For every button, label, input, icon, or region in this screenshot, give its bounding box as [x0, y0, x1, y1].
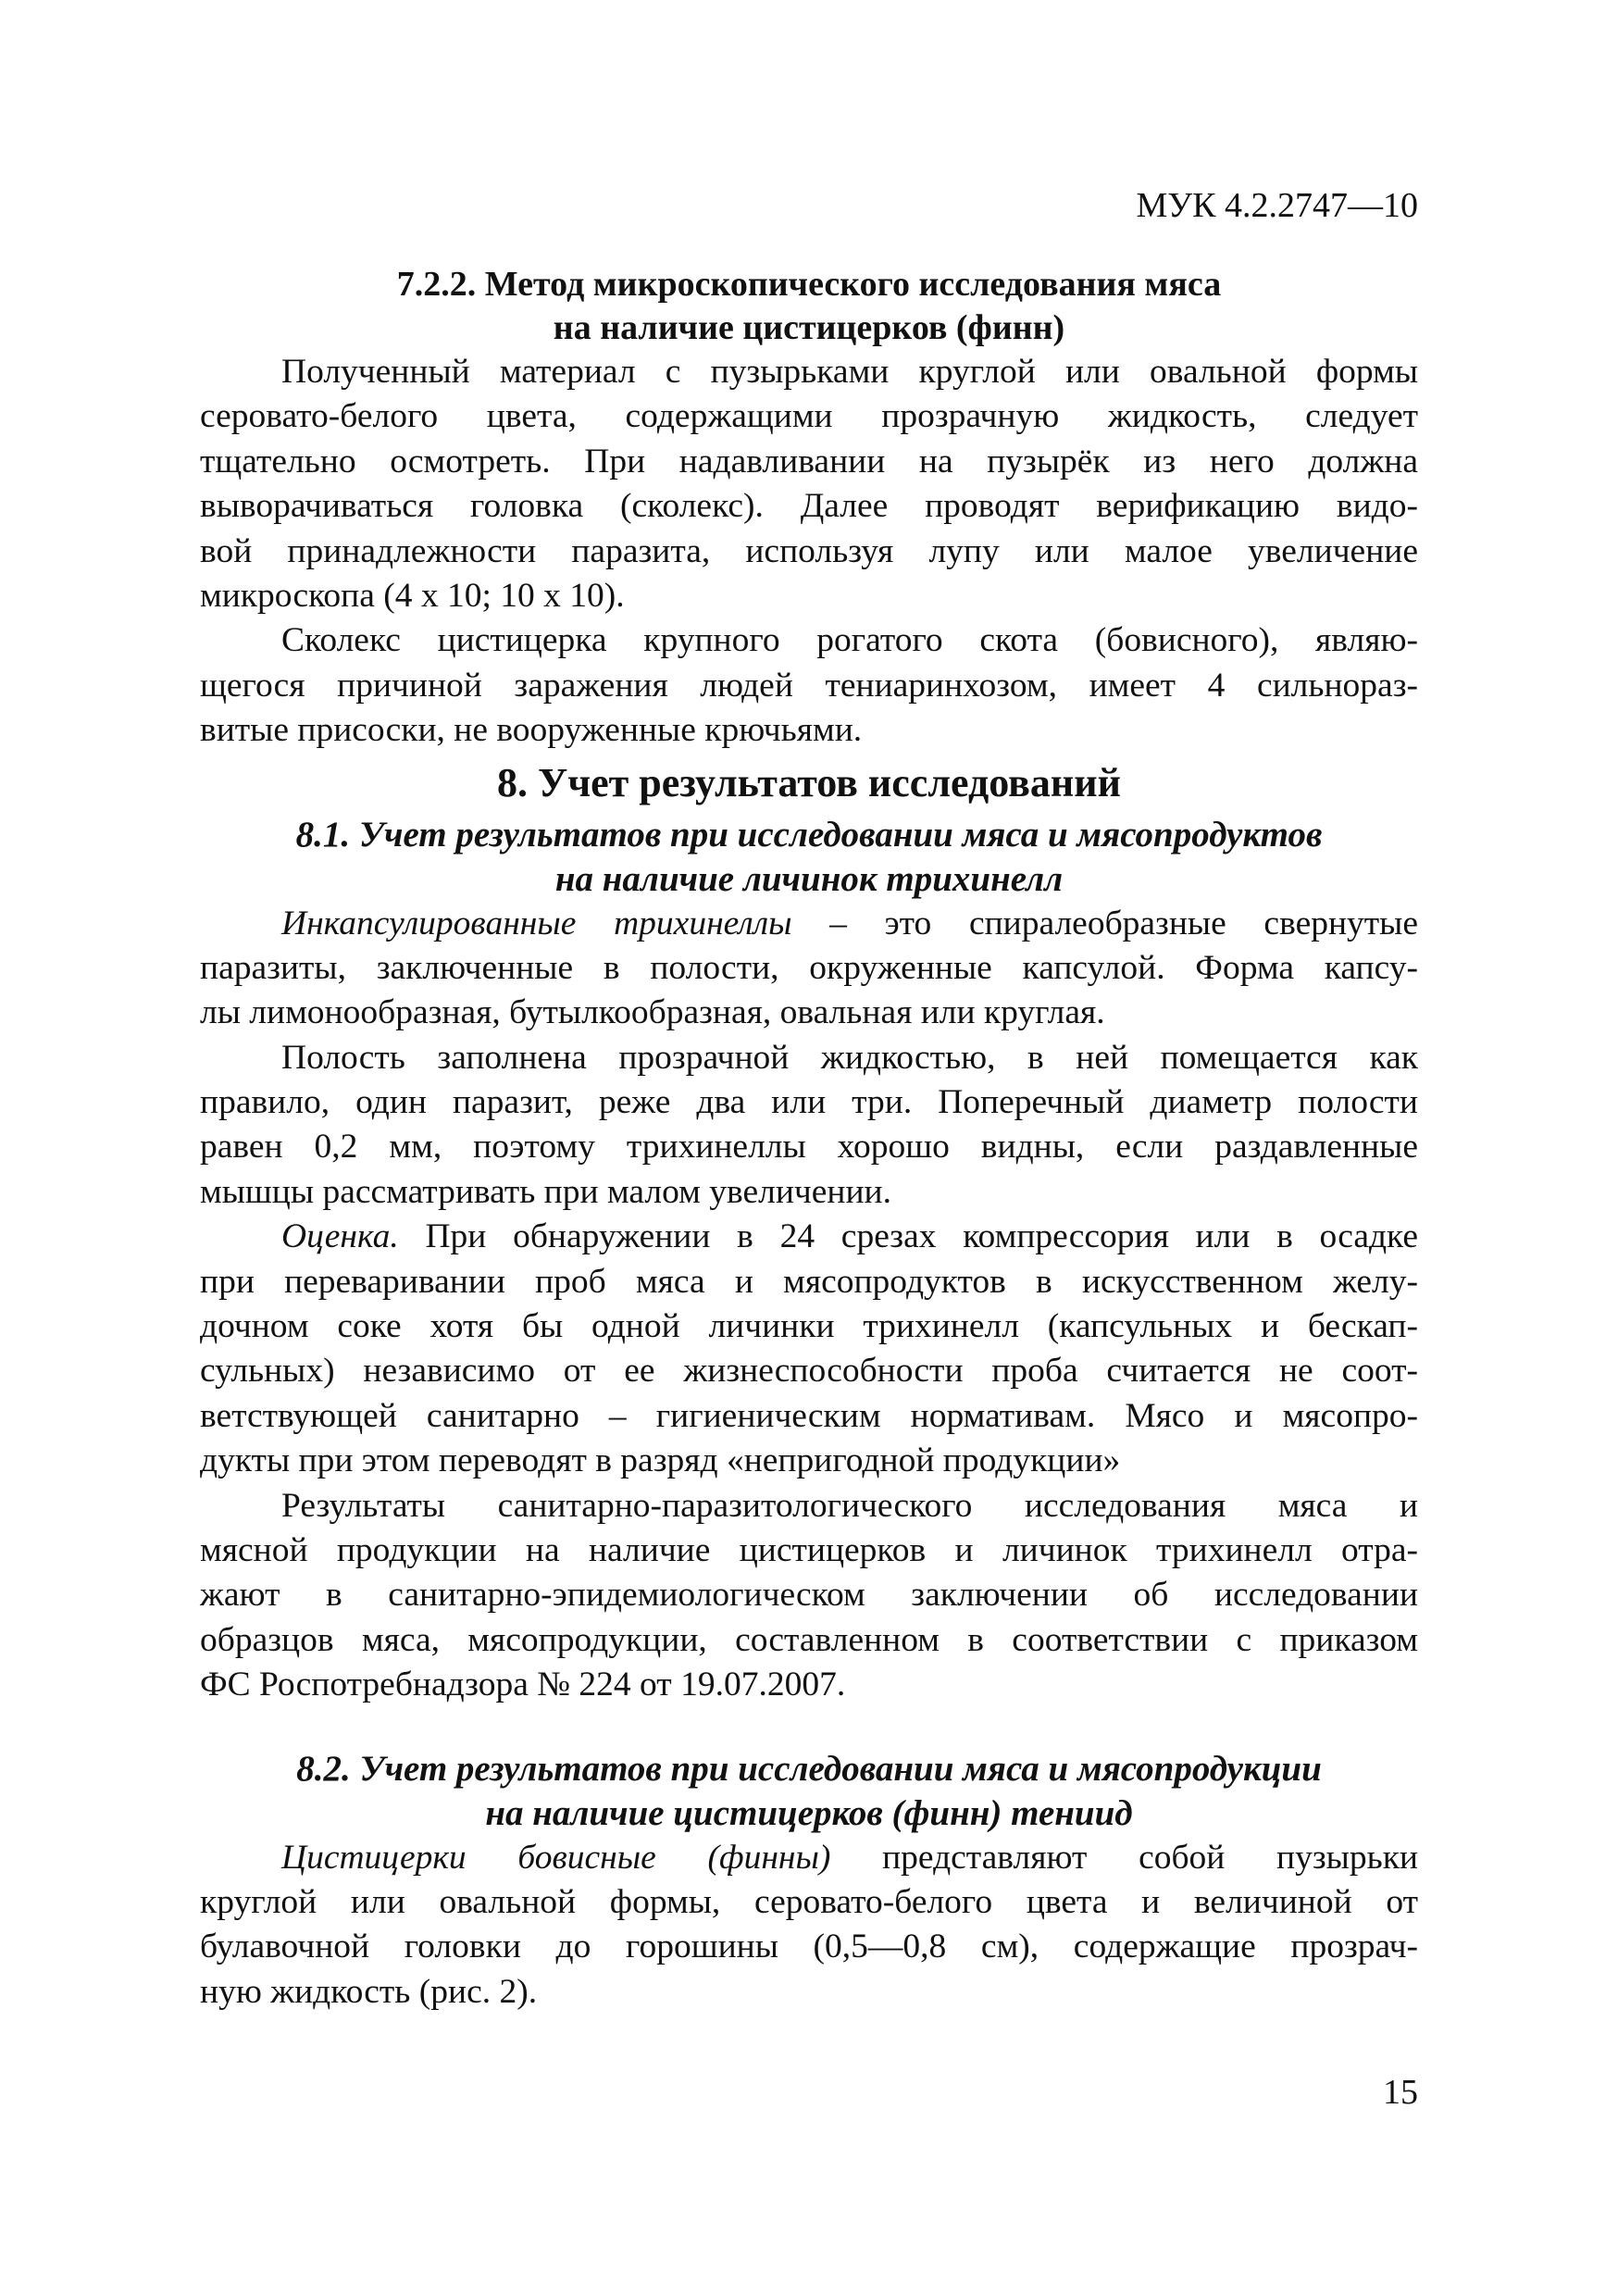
- text-line: тщательно осмотреть. При надавливании на пузырёк из него должна: [200, 442, 1418, 480]
- text-line: круглой или овальной формы, серовато-белого цвета и величиной от: [200, 1882, 1418, 1921]
- text-line: Результаты санитарно-паразитологического исследования мяса и: [281, 1486, 1418, 1525]
- text-line: [200, 1215, 1418, 1259]
- text-line: правило, один паразит, реже два или три. Поперечный диаметр полости: [200, 1083, 1418, 1122]
- paragraph-scolex-description: [200, 618, 1418, 753]
- paragraph-cavity-description: [200, 1036, 1418, 1216]
- text-line: паразиты, заключенные в полости, окруженные капсулой. Форма капсу-: [200, 948, 1418, 987]
- text-line: мышцы рассматривать при малом увеличении.: [200, 1172, 891, 1211]
- text-line: образцов мяса, мясопродукции, составленном в соответствии с приказом: [200, 1620, 1418, 1659]
- term-cysticerci-bovis: Цистицерки бовисные (финны): [281, 1838, 831, 1877]
- section-7-2-2-title-line-2: на наличие цистицерков (финн): [553, 308, 1065, 347]
- text-line: вой принадлежности паразита, используя лупу или малое увеличение: [200, 531, 1418, 570]
- paragraph-cysticerci-bovis: [200, 1836, 1418, 2015]
- text-fragment: представляют собой пузырьки: [830, 1838, 1419, 1877]
- text-line: Полученный материал с пузырьками круглой или овальной формы: [281, 353, 1418, 391]
- term-assessment: Оценка.: [281, 1217, 399, 1256]
- text-line: [200, 902, 1418, 946]
- section-8-title: 8. Учет результатов исследований: [497, 759, 1121, 805]
- paragraph-encapsulated-trichinella: [200, 902, 1418, 1036]
- text-line: витые присоски, не вооруженные крючьями.: [200, 711, 863, 750]
- text-line: ную жидкость (рис. 2).: [200, 1972, 538, 2011]
- text-line: сульных) независимо от ее жизнеспособности проба считается не соот-: [200, 1352, 1418, 1391]
- text-fragment: При обнаружении в 24 срезах компрессория или в осадке: [398, 1217, 1418, 1256]
- page-number: 15: [1383, 2073, 1418, 2112]
- text-line: серовато-белого цвета, содержащими прозрачную жидкость, следует: [200, 397, 1418, 436]
- paragraph-assessment: [200, 1215, 1418, 1483]
- section-8-1-title-line-1: 8.1. Учет результатов при исследовании мяса и мясопродуктов: [295, 814, 1323, 855]
- text-line: лы лимонообразная, бутылкообразная, овальная или круглая.: [200, 993, 1105, 1032]
- section-8-2-title-line-2: на наличие цистицерков (финн) тениид: [485, 1792, 1133, 1833]
- paragraph-results-report: [200, 1484, 1418, 1708]
- text-line: выворачиваться головка (сколекс). Далее проводят верификацию видо-: [200, 487, 1418, 526]
- text-line: дукты при этом переводят в разряд «непригодной продукции»: [200, 1441, 1121, 1480]
- document-code-header: МУК 4.2.2747—10: [1136, 186, 1418, 225]
- text-line: Сколекс цистицерка крупного рогатого скота (бовисного), являю-: [281, 621, 1418, 660]
- text-line: Полость заполнена прозрачной жидкостью, в ней помещается как: [281, 1038, 1418, 1077]
- text-line: равен 0,2 мм, поэтому трихинеллы хорошо видны, если раздавленные: [200, 1128, 1418, 1167]
- text-line: мясной продукции на наличие цистицерков и личинок трихинелл отра-: [200, 1530, 1418, 1569]
- text-line: ФС Роспотребнадзора № 224 от 19.07.2007.: [200, 1666, 846, 1704]
- text-line: жают в санитарно-эпидемиологическом заключении об исследовании: [200, 1576, 1418, 1615]
- page-content: [200, 263, 1418, 2015]
- text-fragment: – это спиралеобразные свернутые: [791, 904, 1419, 942]
- section-8-2-title-line-1: 8.2. Учет результатов при исследовании мяса и мясопродукции: [296, 1748, 1322, 1789]
- section-7-2-2-title-line-1: 7.2.2. Метод микроскопического исследования мяса: [396, 265, 1222, 304]
- text-line: щегося причиной заражения людей тениаринхозом, имеет 4 сильнораз-: [200, 666, 1418, 705]
- text-line: микроскопа (4 х 10; 10 х 10).: [200, 576, 625, 615]
- text-line: при переваривании проб мяса и мясопродуктов в искусственном желу-: [200, 1262, 1418, 1301]
- paragraph-material-inspection: [200, 350, 1418, 618]
- text-line: дочном соке хотя бы одной личинки трихинелл (капсульных и бескап-: [200, 1307, 1418, 1346]
- section-8-1-title-line-2: на наличие личинок трихинелл: [554, 858, 1064, 899]
- text-line: [200, 1836, 1418, 1880]
- term-encapsulated-trichinella: Инкапсулированные трихинеллы: [281, 904, 792, 942]
- text-line: булавочной головки до горошины (0,5—0,8 см), содержащие прозрач-: [200, 1928, 1418, 1966]
- text-line: ветствующей санитарно – гигиеническим нормативам. Мясо и мясопро-: [200, 1396, 1418, 1435]
